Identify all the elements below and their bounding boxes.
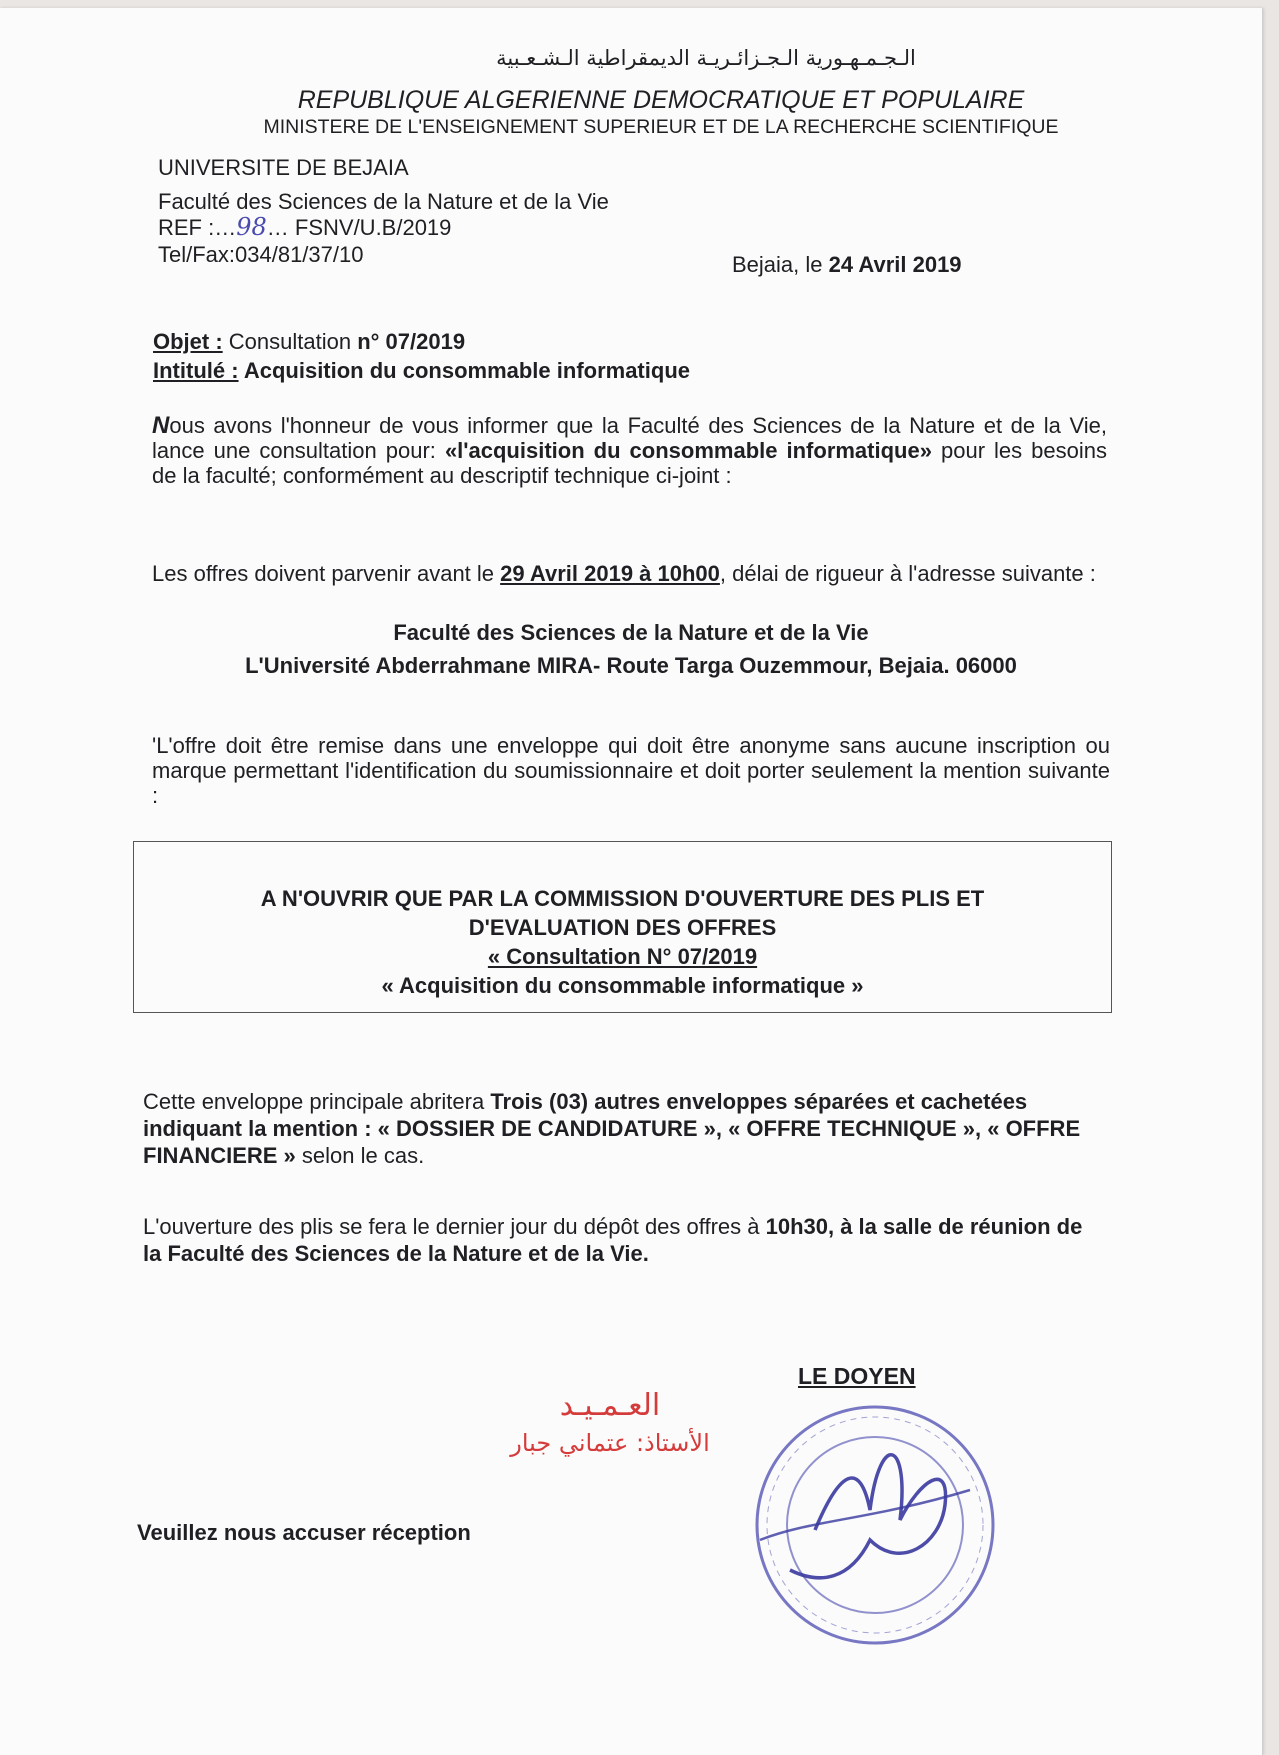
objet-label: Objet : <box>153 329 223 354</box>
ref-handwritten-number: 98 <box>236 213 267 241</box>
enveloppes-bold: Trois (03) autres enveloppes séparées et cachetées indiquant la mention : « DOSSIER DE CANDIDATURE », « OFFRE TECHNIQUE », « OFFRE FINANCIERE » <box>143 1089 1081 1168</box>
official-seal <box>720 1370 1030 1680</box>
arabic-header: الـجـمـهـورية الـجـزائـريـة الديمقراطية الـشـعـبية <box>496 46 916 70</box>
mention-box <box>133 841 1112 1013</box>
enveloppes-part2: selon le cas. <box>295 1143 425 1168</box>
ouverture-part1: L'ouverture des plis se fera le dernier jour du dépôt des offres à <box>143 1214 766 1239</box>
date-value: 24 Avril 2019 <box>828 252 962 277</box>
mention-line-4: « Acquisition du consommable informatique » <box>381 973 864 998</box>
red-name-stamp <box>480 1388 740 1457</box>
address-line-1: Faculté des Sciences de la Nature et de la Vie <box>393 620 869 645</box>
document-page <box>0 8 1263 1755</box>
intitule-label: Intitulé : <box>153 358 239 383</box>
sender-faculty: Faculté des Sciences de la Nature et de la Vie <box>158 189 609 214</box>
mention-line-1: A N'OUVRIR QUE PAR LA COMMISSION D'OUVERTURE DES PLIS ET <box>260 886 985 911</box>
mention-line-2: D'EVALUATION DES OFFRES <box>468 915 777 940</box>
objet-number: n° 07/2019 <box>357 329 466 354</box>
ref-suffix: … FSNV/U.B/2019 <box>266 215 452 240</box>
enveloppes-part1: Cette enveloppe principale abritera <box>143 1089 491 1114</box>
republique-header: REPUBLIQUE ALGERIENNE DEMOCRATIQUE ET POPULAIRE <box>297 86 1025 114</box>
paragraph-enveloppes <box>143 1088 1088 1169</box>
sender-university: UNIVERSITE DE BEJAIA <box>158 155 409 180</box>
intitule-text: Acquisition du consommable informatique <box>238 358 690 383</box>
drop-initial: N <box>152 412 170 439</box>
sender-telfax: Tel/Fax:034/81/37/10 <box>158 242 364 267</box>
deadline-part2: , délai de rigueur à l'adresse suivante : <box>719 561 1096 586</box>
ref-prefix: REF :… <box>158 215 237 240</box>
sender-ref <box>158 213 451 242</box>
paragraph-ouverture <box>143 1213 1083 1267</box>
signatory-title: LE DOYEN <box>798 1363 916 1389</box>
deadline-part1: Les offres doivent parvenir avant le <box>152 561 501 586</box>
paragraph-intro <box>152 413 1107 488</box>
stamp-red-line-2: الأستاذ: عتماني جبار <box>510 1429 710 1457</box>
intro-part1: ous avons l'honneur de vous informer que la Faculté des Sciences de la Nature et de la Vie, lance une consultation pour: <box>152 413 1107 463</box>
letter-date <box>732 252 962 278</box>
intro-part2: pour les besoins de la faculté; conformément au descriptif technique ci-joint : <box>152 438 1108 488</box>
address-line-2: L'Université Abderrahmane MIRA- Route Targa Ouzemmour, Bejaia. 06000 <box>245 653 1017 678</box>
objet-line <box>153 328 465 356</box>
ministere-header: MINISTERE DE L'ENSEIGNEMENT SUPERIEUR ET DE LA RECHERCHE SCIENTIFIQUE <box>263 116 1059 138</box>
paragraph-envelope: 'L'offre doit être remise dans une enveloppe qui doit être anonyme sans aucune inscription ou marque permettant l'identification du soumissionnaire et doit porter seulement la mention suivante : <box>152 733 1110 808</box>
intitule-line <box>153 357 690 385</box>
paragraph-deadline <box>152 561 1107 586</box>
objet-text: Consultation <box>222 329 358 354</box>
ouverture-bold: 10h30, à la salle de réunion de la Faculté des Sciences de la Nature et de la Vie. <box>143 1214 1083 1266</box>
mention-line-3: « Consultation N° 07/2019 <box>487 944 758 969</box>
closing-line: Veuillez nous accuser réception <box>137 1520 471 1545</box>
date-prefix: Bejaia, le <box>732 252 829 277</box>
deadline-date: 29 Avril 2019 à 10h00 <box>500 561 720 586</box>
intro-bold: «l'acquisition du consommable informatique» <box>444 438 932 463</box>
stamp-red-line-1: العـمـيـد <box>559 1388 661 1423</box>
